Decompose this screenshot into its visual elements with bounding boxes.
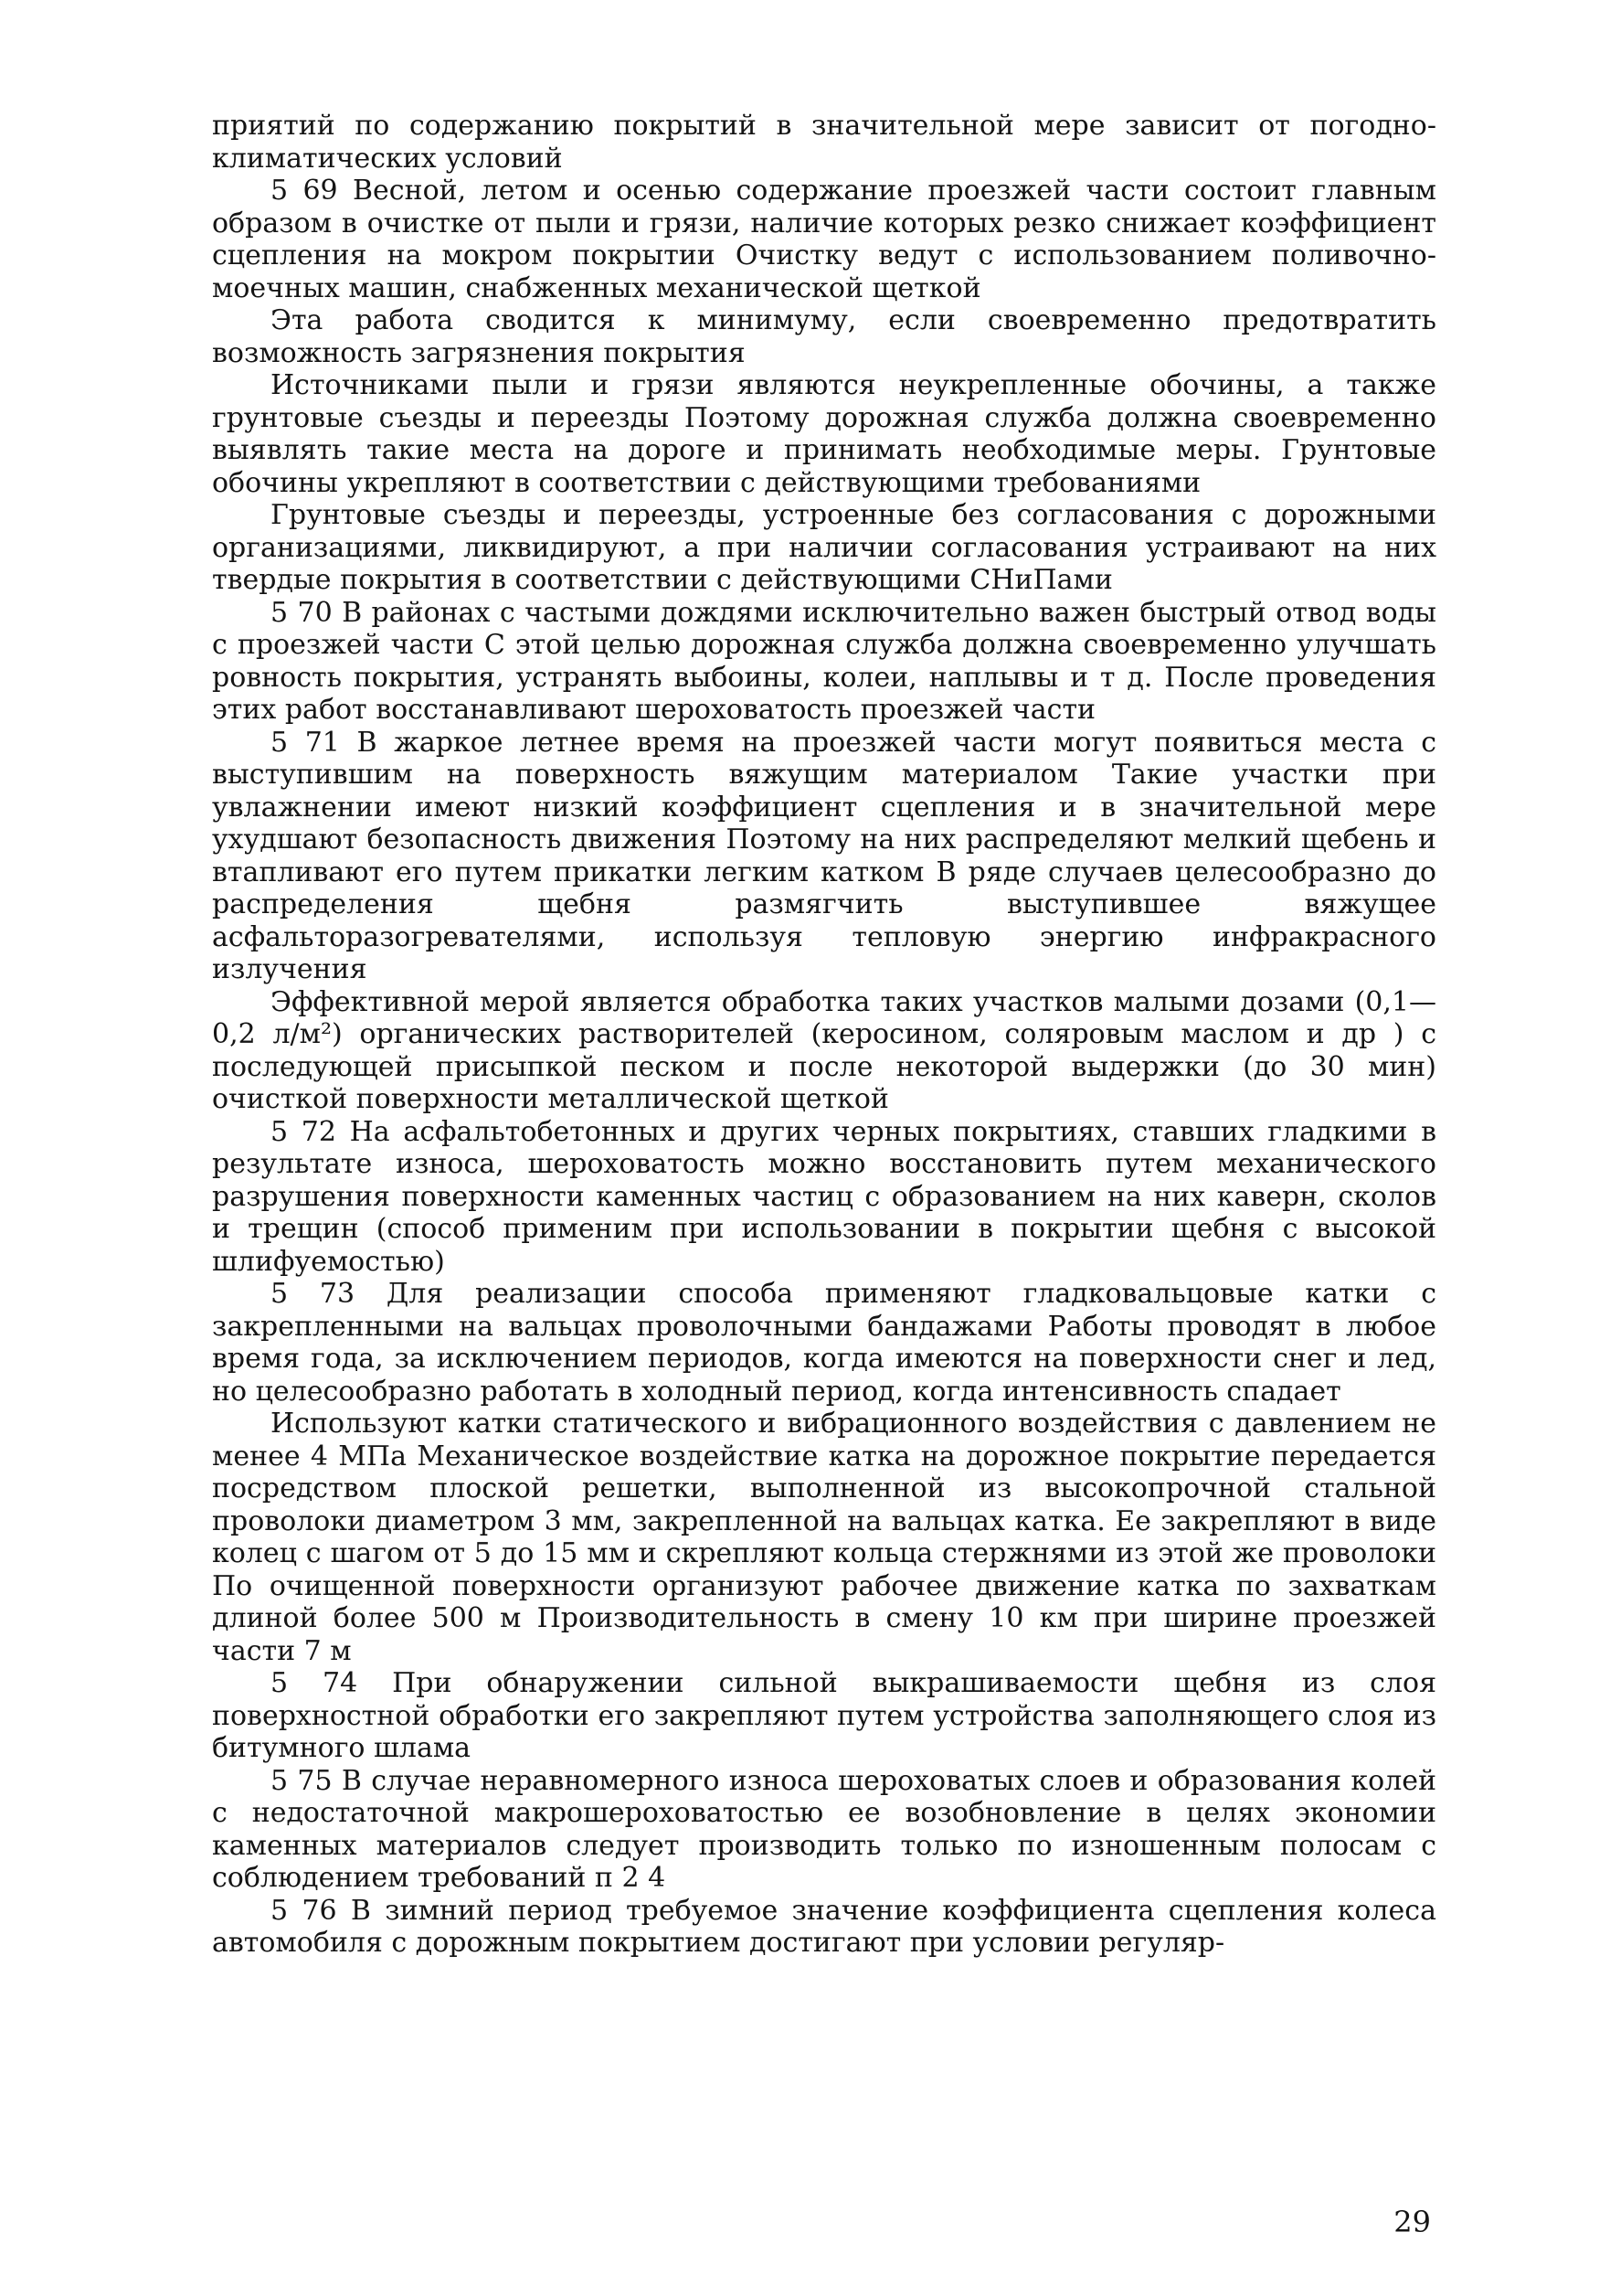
paragraph-solvents: Эффективной мерой является обработка таких участков малыми дозами (0,1—0,2 л/м²) органических растворителей (керосином, соляровым маслом и др ) с последующей присыпкой песком и после некоторой выдержки (до 30 мин) очисткой поверхности металлической щеткой — [212, 985, 1436, 1115]
paragraph-5-71: 5 71 В жаркое летнее время на проезжей части могут появиться места с выступившим на поверхность вяжущим материалом Такие участки при увлажнении имеют низкий коэффициент сцепления и в значительной мере ухудшают безопасность движения Поэтому на них распределяют мелкий щебень и втапливают его путем прикатки легким катком В ряде случаев целесообразно до распределения щебня размягчить выступившее вяжущее асфальторазогревателями, используя тепловую энергию инфракрасного излучения — [212, 726, 1436, 985]
paragraph-5-76: 5 76 В зимний период требуемое значение коэффициента сцепления колеса автомобиля с дорожным покрытием достигают при условии регуляр- — [212, 1894, 1436, 1959]
paragraph-5-74: 5 74 При обнаружении сильной выкрашиваемости щебня из слоя поверхностной обработки его закрепляют путем устройства заполняющего слоя из битумного шлама — [212, 1667, 1436, 1764]
paragraph-5-73: 5 73 Для реализации способа применяют гладковальцовые катки с закрепленными на вальцах проволочными бандажами Работы проводят в любое время года, за исключением периодов, когда имеются на поверхности снег и лед, но целесообразно работать в холодный период, когда интенсивность спадает — [212, 1278, 1436, 1408]
page-number: 29 — [1393, 2205, 1431, 2239]
paragraph-rollers: Используют катки статического и вибрационного воздействия с давлением не менее 4 МПа Механическое воздействие катка на дорожное покрытие передается посредством плоской решетки, выполненной из высокопрочной стальной проволоки диаметром 3 мм, закрепленной на вальцах катка. Ее закрепляют в виде колец с шагом от 5 до 15 мм и скрепляют кольца стержнями из этой же проволоки По очищенной поверхности организуют рабочее движение катка по захваткам длиной более 500 м Производительность в смену 10 км при ширине проезжей части 7 м — [212, 1408, 1436, 1667]
paragraph-5-75: 5 75 В случае неравномерного износа шероховатых слоев и образования колей с недостаточной макрошероховатостью ее возобновление в целях экономии каменных материалов следует производить только по изношенным полосам с соблюдением требований п 2 4 — [212, 1764, 1436, 1894]
paragraph-cleaning-minimum: Эта работа сводится к минимуму, если своевременно предотвратить возможность загрязнения покрытия — [212, 304, 1436, 369]
paragraph-5-69: 5 69 Весной, летом и осенью содержание проезжей части состоит главным образом в очистке от пыли и грязи, наличие которых резко снижает коэффициент сцепления на мокром покрытии Очистку ведут с использованием поливочно-моечных машин, снабженных механической щеткой — [212, 175, 1436, 304]
paragraph-dust-sources: Источниками пыли и грязи являются неукрепленные обочины, а также грунтовые съезды и переезды Поэтому дорожная служба должна своевременно выявлять такие места на дороге и принимать необходимые меры. Грунтовые обочины укрепляют в соответствии с действующими требованиями — [212, 369, 1436, 499]
paragraph-unpaved-exits: Грунтовые съезды и переезды, устроенные без согласования с дорожными организациями, ликвидируют, а при наличии согласования устраивают на них твердые покрытия в соответствии с действующими СНиПами — [212, 499, 1436, 596]
paragraph-5-70: 5 70 В районах с частыми дождями исключительно важен быстрый отвод воды с проезжей части С этой целью дорожная служба должна своевременно улучшать ровность покрытия, устранять выбоины, колеи, наплывы и т д. После проведения этих работ восстанавливают шероховатость проезжей части — [212, 596, 1436, 726]
paragraph-continuation: приятий по содержанию покрытий в значительной мере зависит от погодно-климатических условий — [212, 110, 1436, 175]
text-column — [212, 110, 1436, 1960]
paragraph-5-72: 5 72 На асфальтобетонных и других черных покрытиях, ставших гладкими в результате износа, шероховатость можно восстановить путем механического разрушения поверхности каменных частиц с образованием на них каверн, сколов и трещин (способ применим при использовании в покрытии щебня с высокой шлифуемостью) — [212, 1115, 1436, 1278]
